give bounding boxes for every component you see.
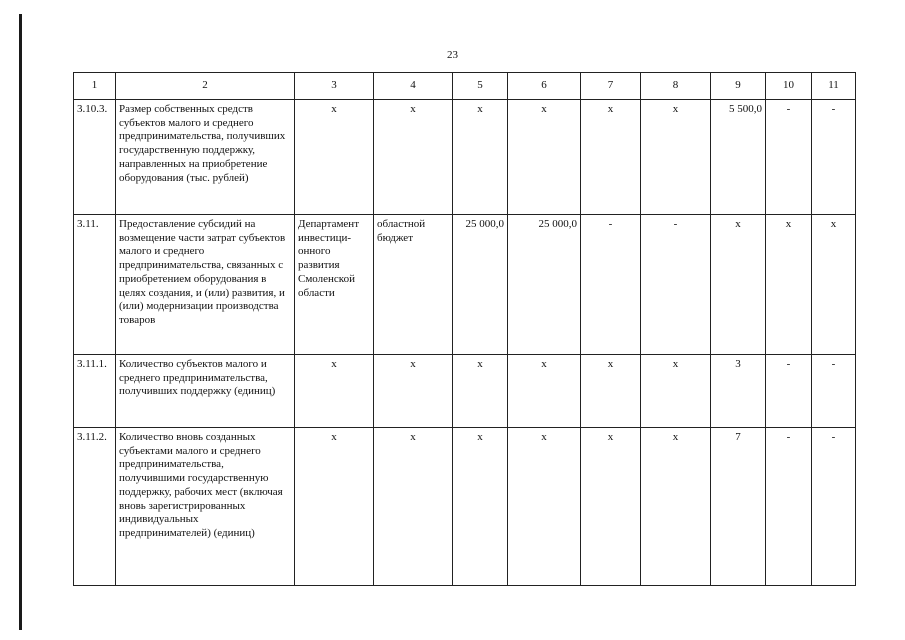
table-row (74, 100, 856, 215)
column-header-2: 2 (116, 73, 295, 100)
table-header-row (74, 73, 856, 100)
column-header-4: 4 (374, 73, 453, 100)
row-description: Предоставление субсидий на возмещение части затрат субъектов малого и среднего предпринимательства, связанных с приобретением оборудования в целях создания, и (или) развития, и (или) модернизации производства товаров (116, 215, 295, 355)
cell-col-6: х (508, 100, 581, 215)
cell-col-8: х (641, 428, 711, 586)
program-table (73, 72, 856, 586)
row-number: 3.11.2. (74, 428, 116, 586)
column-header-8: 8 (641, 73, 711, 100)
cell-col-8: х (641, 100, 711, 215)
cell-col-7: х (581, 355, 641, 428)
row-description: Размер собственных средств субъектов малого и среднего предпринимательства, получивших государственную поддержку, направленных на приобретение оборудования (тыс. рублей) (116, 100, 295, 215)
table-row (74, 428, 856, 586)
cell-col-7: х (581, 100, 641, 215)
cell-col-5: х (453, 355, 508, 428)
cell-col-4: х (374, 428, 453, 586)
cell-col-9: 3 (711, 355, 766, 428)
cell-col-9: 7 (711, 428, 766, 586)
cell-col-11: х (812, 215, 856, 355)
column-header-9: 9 (711, 73, 766, 100)
row-number: 3.10.3. (74, 100, 116, 215)
cell-col-11: - (812, 428, 856, 586)
cell-col-3: х (295, 355, 374, 428)
column-header-6: 6 (508, 73, 581, 100)
column-header-7: 7 (581, 73, 641, 100)
table-row (74, 355, 856, 428)
cell-col-3: х (295, 100, 374, 215)
table-row (74, 215, 856, 355)
cell-col-6: х (508, 355, 581, 428)
column-header-5: 5 (453, 73, 508, 100)
cell-col-3: х (295, 428, 374, 586)
cell-col-4: х (374, 100, 453, 215)
cell-col-5: х (453, 428, 508, 586)
cell-col-4: х (374, 355, 453, 428)
cell-col-9: х (711, 215, 766, 355)
cell-col-8: х (641, 355, 711, 428)
page-number: 23 (447, 49, 458, 61)
row-number: 3.11.1. (74, 355, 116, 428)
column-header-11: 11 (812, 73, 856, 100)
row-number: 3.11. (74, 215, 116, 355)
cell-col-10: х (766, 215, 812, 355)
cell-col-5: 25 000,0 (453, 215, 508, 355)
cell-col-11: - (812, 355, 856, 428)
cell-col-9: 5 500,0 (711, 100, 766, 215)
row-description: Количество субъектов малого и среднего предпринимательства, получивших поддержку (единиц) (116, 355, 295, 428)
row-description: Количество вновь созданных субъектами малого и среднего предпринимательства, получившими государственную поддержку, рабочих мест (включая вновь зарегистрированных индивидуальных предпринимателей) (единиц) (116, 428, 295, 586)
cell-col-10: - (766, 100, 812, 215)
column-header-3: 3 (295, 73, 374, 100)
cell-col-6: 25 000,0 (508, 215, 581, 355)
cell-col-10: - (766, 428, 812, 586)
cell-col-8: - (641, 215, 711, 355)
cell-col-11: - (812, 100, 856, 215)
column-header-10: 10 (766, 73, 812, 100)
cell-col-3: Департамент инвестици-онного развития Смоленской области (295, 215, 374, 355)
column-header-1: 1 (74, 73, 116, 100)
cell-col-7: х (581, 428, 641, 586)
cell-col-7: - (581, 215, 641, 355)
cell-col-5: х (453, 100, 508, 215)
page-edge-bar (19, 14, 22, 630)
cell-col-6: х (508, 428, 581, 586)
cell-col-10: - (766, 355, 812, 428)
cell-col-4: областной бюджет (374, 215, 453, 355)
